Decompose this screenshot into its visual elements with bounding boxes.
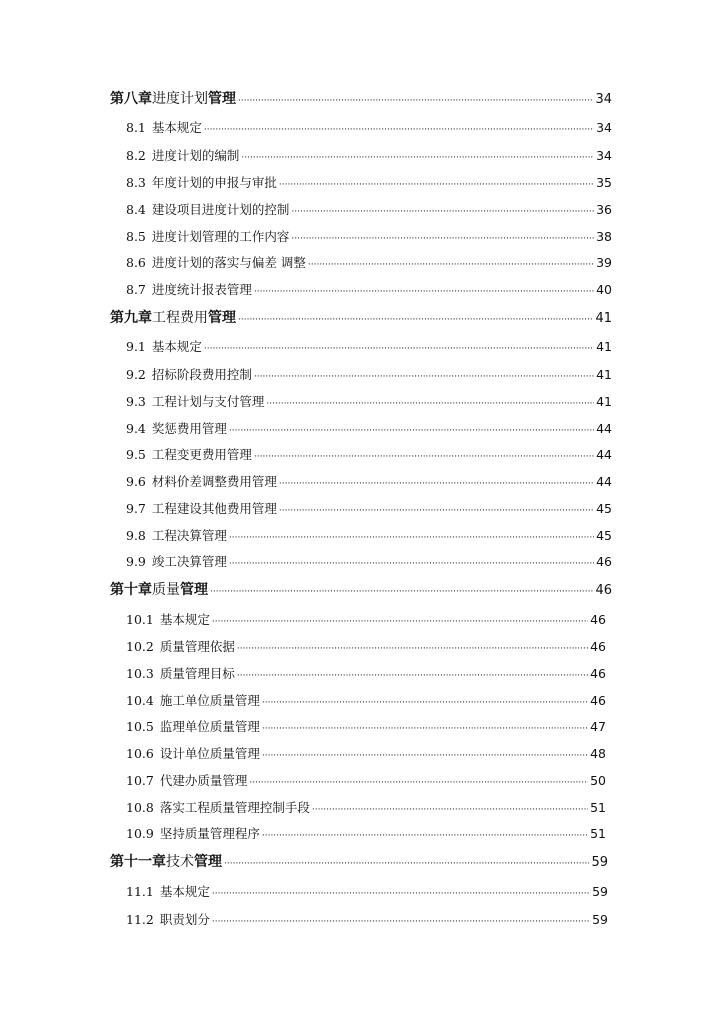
page-number: 59 <box>592 912 608 927</box>
toc-chapter <box>110 580 612 600</box>
leader-dots <box>279 501 594 521</box>
leader-dots <box>204 120 594 140</box>
toc-item: 11.2 职责划分 ····· 59 <box>126 910 608 930</box>
toc-item: 9.1 基本规定 ····· 41 <box>126 337 612 357</box>
leader-dots <box>291 229 594 249</box>
page-number: 59 <box>592 884 608 899</box>
page-number: 46 <box>595 583 612 598</box>
leader-dots <box>249 773 588 793</box>
leader-dots <box>238 310 593 330</box>
chapter-title: 第十一章技术管理 <box>110 854 222 870</box>
chapter-title: 第九章工程费用管理 <box>110 310 236 326</box>
leader-dots <box>237 666 588 686</box>
toc-item: 10.1 基本规定 ····· 46 <box>126 610 606 630</box>
leader-dots <box>312 800 588 820</box>
page-number: 46 <box>590 639 606 654</box>
toc-item: 10.4 施工单位质量管理 ····· 46 <box>126 691 606 711</box>
toc-item: 8.7 进度统计报表管理 ····· 40 <box>126 280 612 300</box>
page-number: 46 <box>590 693 606 708</box>
toc-item: 8.2 进度计划的编制 ····· 34 <box>126 146 612 166</box>
page-number: 45 <box>596 528 612 543</box>
leader-dots <box>262 826 588 846</box>
toc-item: 10.6 设计单位质量管理 ····· 48 <box>126 744 606 764</box>
toc-item: 10.7 代建办质量管理 ····· 50 <box>126 771 606 791</box>
page-number: 45 <box>596 501 612 516</box>
page-number: 46 <box>590 612 606 627</box>
page-number: 41 <box>596 367 612 382</box>
toc-item: 10.8 落实工程质量管理控制手段 ····· 51 <box>126 798 606 818</box>
leader-dots <box>279 474 594 494</box>
leader-dots <box>212 912 590 932</box>
page-number: 44 <box>596 474 612 489</box>
leader-dots <box>279 175 594 195</box>
toc-chapter <box>110 308 612 328</box>
leader-dots <box>229 528 594 548</box>
page-number: 34 <box>596 148 612 163</box>
leader-dots <box>229 554 594 574</box>
toc-item: 9.3 工程计划与支付管理 ····· 41 <box>126 392 612 412</box>
leader-dots <box>237 639 588 659</box>
toc-item: 9.7 工程建设其他费用管理 ····· 45 <box>126 499 612 519</box>
leader-dots <box>224 854 589 874</box>
toc-item: 10.2 质量管理依据 ····· 46 <box>126 637 606 657</box>
page-number: 41 <box>595 311 612 326</box>
leader-dots <box>262 746 588 766</box>
toc-item: 10.3 质量管理目标 ····· 46 <box>126 664 606 684</box>
page-number: 48 <box>590 746 606 761</box>
page-number: 51 <box>590 826 606 841</box>
leader-dots <box>210 582 593 602</box>
page-number: 36 <box>596 202 612 217</box>
leader-dots <box>308 255 594 275</box>
page-number: 44 <box>596 421 612 436</box>
leader-dots <box>204 339 594 359</box>
page-number: 44 <box>596 447 612 462</box>
leader-dots <box>229 421 594 441</box>
toc-item: 11.1 基本规定 ····· 59 <box>126 882 608 902</box>
leader-dots <box>254 282 594 302</box>
page-number: 35 <box>596 175 612 190</box>
page-number: 47 <box>590 719 606 734</box>
leader-dots <box>241 148 594 168</box>
toc-chapter <box>110 852 608 872</box>
toc-item: 10.9 坚持质量管理程序 ····· 51 <box>126 824 606 844</box>
toc-item: 9.6 材料价差调整费用管理 ····· 44 <box>126 472 612 492</box>
page-number: 39 <box>596 255 612 270</box>
page-number: 41 <box>596 339 612 354</box>
toc-item: 8.3 年度计划的申报与审批 ····· 35 <box>126 173 612 193</box>
page-number: 34 <box>596 120 612 135</box>
toc-item: 9.4 奖惩费用管理 ····· 44 <box>126 419 612 439</box>
toc-chapter <box>110 89 612 109</box>
page-number: 34 <box>595 92 612 107</box>
leader-dots <box>212 884 590 904</box>
leader-dots <box>262 719 588 739</box>
chapter-title: 第八章进度计划管理 <box>110 91 236 107</box>
toc-item: 9.8 工程决算管理 ····· 45 <box>126 526 612 546</box>
leader-dots <box>291 202 594 222</box>
page-number: 50 <box>590 773 606 788</box>
leader-dots <box>238 91 593 111</box>
toc-item: 10.5 监理单位质量管理 ····· 47 <box>126 717 606 737</box>
leader-dots <box>266 394 594 414</box>
leader-dots <box>254 367 594 387</box>
leader-dots <box>212 612 588 632</box>
page-number: 46 <box>596 554 612 569</box>
page-number: 40 <box>596 282 612 297</box>
page-number: 46 <box>590 666 606 681</box>
toc-item: 9.9 竣工决算管理 ····· 46 <box>126 552 612 572</box>
chapter-title: 第十章质量管理 <box>110 582 208 598</box>
leader-dots <box>254 447 594 467</box>
page-number: 38 <box>596 229 612 244</box>
leader-dots <box>262 693 588 713</box>
toc-item: 8.5 进度计划管理的工作内容 ····· 38 <box>126 227 612 247</box>
toc-item: 9.2 招标阶段费用控制 ····· 41 <box>126 365 612 385</box>
page-number: 59 <box>591 855 608 870</box>
toc-item: 8.6 进度计划的落实与偏差 调整 ····· 39 <box>126 253 612 273</box>
toc-item: 9.5 工程变更费用管理 ····· 44 <box>126 445 612 465</box>
toc-item: 8.4 建设项目进度计划的控制 ····· 36 <box>126 200 612 220</box>
page-number: 51 <box>590 800 606 815</box>
page-number: 41 <box>596 394 612 409</box>
toc-item: 8.1 基本规定 ····· 34 <box>126 118 612 138</box>
